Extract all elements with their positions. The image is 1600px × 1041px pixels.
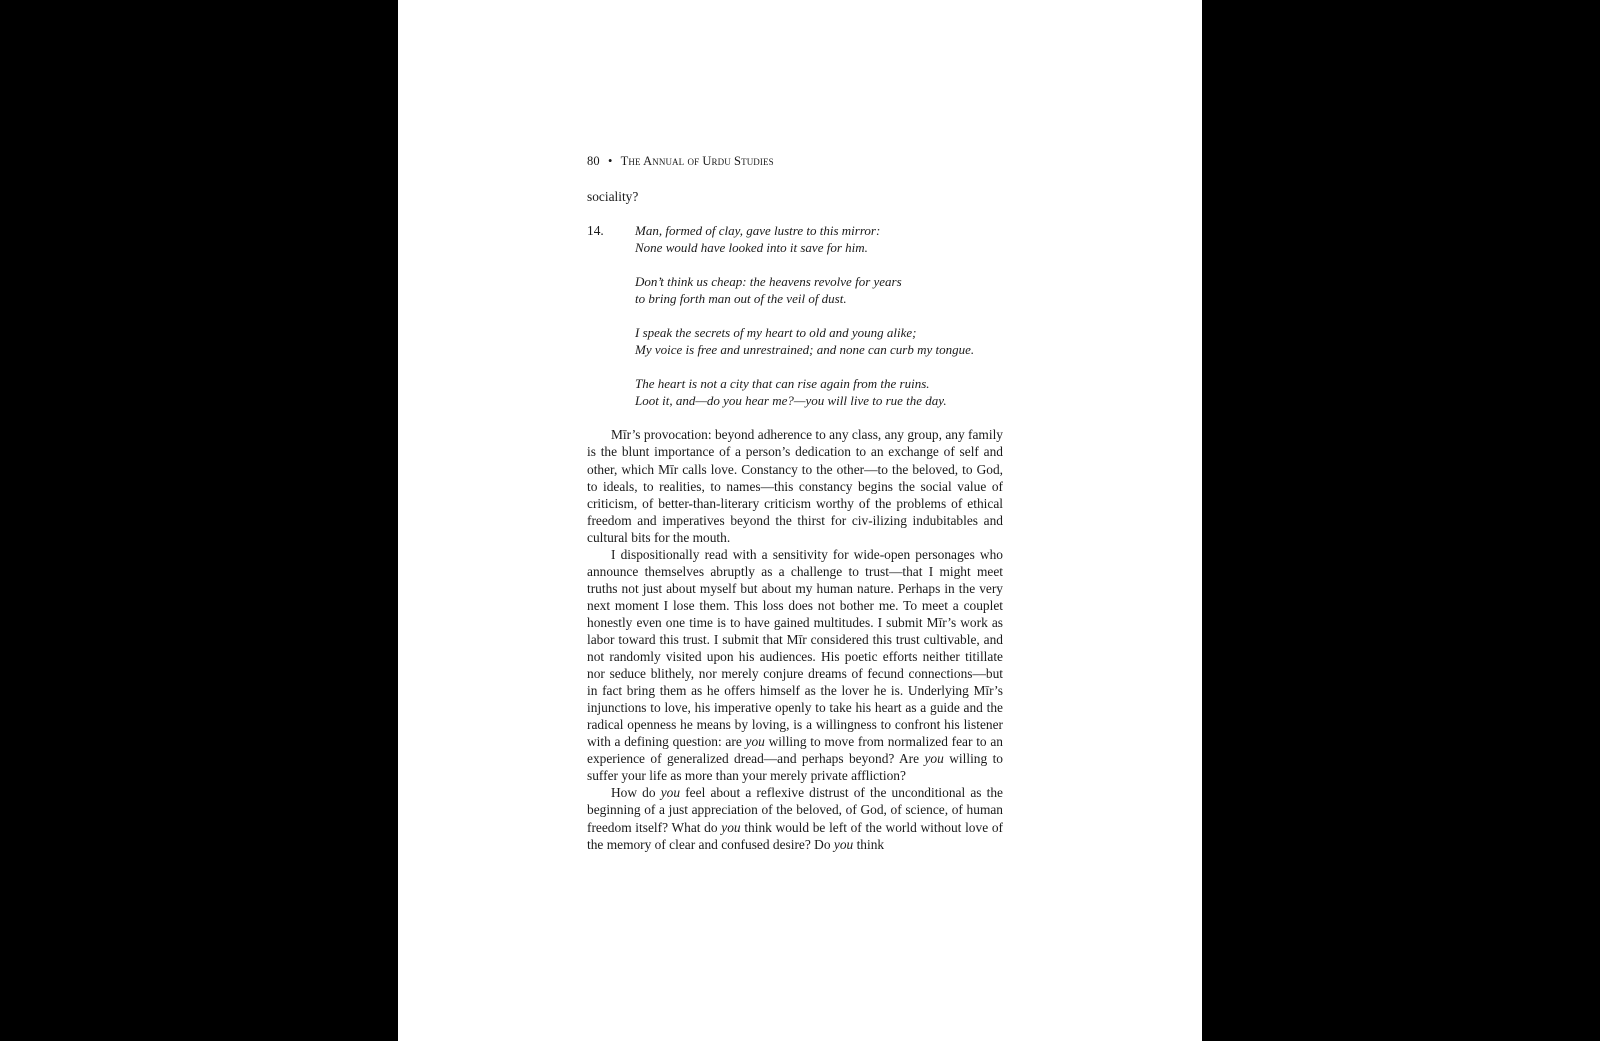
poem-line: to bring forth man out of the veil of dust. <box>635 291 847 307</box>
poem-line: None would have looked into it save for him. <box>635 240 868 256</box>
emphasis-text: you <box>924 751 944 767</box>
emphasis-text: you <box>721 819 741 835</box>
paragraph <box>587 784 1003 852</box>
paragraph <box>587 426 1003 545</box>
emphasis-text: you <box>833 836 854 852</box>
poem-stanza <box>635 222 1003 256</box>
journal-title: The Annual of Urdu Studies <box>620 154 774 168</box>
continuation-text: sociality? <box>587 189 639 204</box>
poem-line: Man, formed of clay, gave lustre to this mirror: <box>635 223 881 239</box>
paragraph <box>587 546 1003 785</box>
emphasis-text: you <box>745 734 765 750</box>
paragraph-text: think <box>853 836 885 852</box>
paragraph-text: Mīr’s provocation: beyond adherence to any class, any group, any family is the blunt importance of a person’s dedication to an exchange of self and other, which Mīr calls love. Constancy to the other—to the beloved, to God, to ideals, to realities, to names—this constancy begins the social value of criticism, of better-than-literary criticism worthy of the problems of ethical freedom and imperatives beyond the thirst for civ-ilizing indubitables and cultural bits for the mouth. <box>587 427 1003 545</box>
running-head-separator: • <box>607 154 613 168</box>
poem-number: 14. <box>587 223 604 239</box>
page-number: 80 <box>587 154 600 168</box>
poem-block <box>587 222 1003 409</box>
poem-stanza <box>635 273 1003 307</box>
document-page <box>398 0 1202 1041</box>
poem-line: Loot it, and—do you hear me?—you will live to rue the day. <box>635 393 947 409</box>
running-head <box>587 153 1003 170</box>
body-text <box>587 426 1003 852</box>
poem-line: My voice is free and unrestrained; and none can curb my tongue. <box>635 342 975 358</box>
poem-line: I speak the secrets of my heart to old and young alike; <box>635 325 917 341</box>
paragraph-text: willing to move from normalized fear to an experience of generalized dread—and perhaps beyond? Are <box>587 734 1003 767</box>
poem-line: The heart is not a city that can rise again from the ruins. <box>635 376 930 392</box>
poem-stanza <box>635 375 1003 409</box>
paragraph-text: feel about a reflexive distrust of the unconditional as the beginning of a just appreciation of the beloved, of God, of science, of human freedom itself? What do <box>587 785 1003 835</box>
paragraph-text: How do <box>611 785 661 801</box>
poem-stanza <box>635 324 1003 358</box>
emphasis-text: you <box>660 785 681 801</box>
paragraph-text: think would be left of the world without love of the memory of clear and confused desire? Do <box>587 819 1003 852</box>
paragraph-text: I dispositionally read with a sensitivity for wide-open personages who announce themselves abruptly as a challenge to trust—that I might meet truths not just about myself but about my human nature. Perhaps in the very next moment I lose them. This loss does not bother me. To meet a couplet honestly even one time is to have gained multitudes. I submit Mīr’s work as labor toward this trust. I submit that Mīr considered this trust cultivable, and not randomly visited upon his audiences. His poetic efforts neither titillate nor seduce blithely, nor merely conjure dreams of fecund connections—but in fact bring them as he offers himself as the lover he is. Underlying Mīr’s injunctions to love, his imperative openly to take his heart as a guide and the radical openness he means by loving, is a willingness to confront his listener with a defining question: are <box>587 546 1003 750</box>
paragraph-text: willing to suffer your life as more than your merely private affliction? <box>587 751 1003 784</box>
poem-line: Don’t think us cheap: the heavens revolve for years <box>635 274 902 290</box>
page-content <box>587 153 1003 853</box>
